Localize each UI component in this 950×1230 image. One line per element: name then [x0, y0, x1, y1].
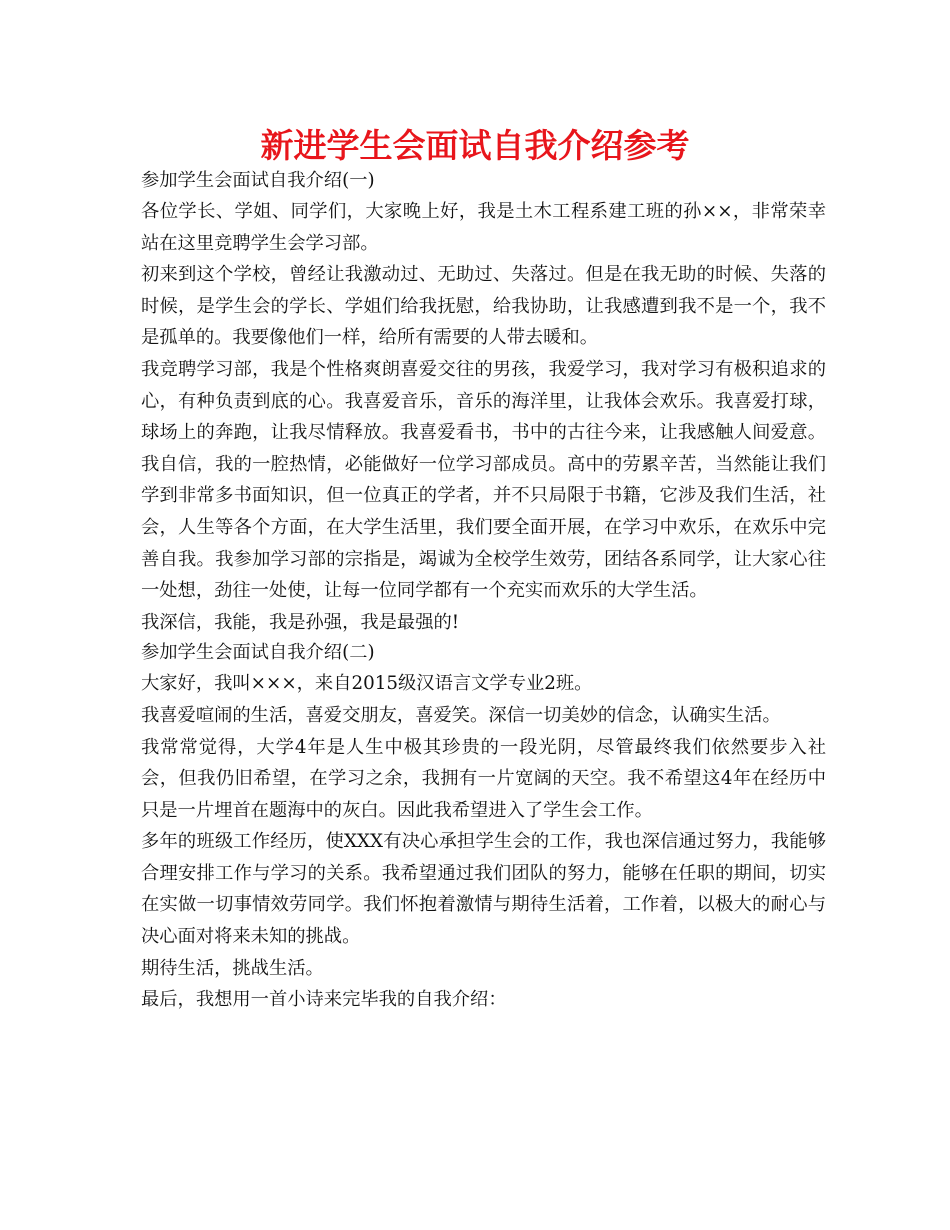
section-heading-1: 参加学生会面试自我介绍(一) — [141, 170, 375, 191]
paragraph: 我深信，我能，我是孙强，我是最强的! — [141, 611, 460, 633]
paragraph: 大家好，我叫×××，来自2015级汉语言文学专业2班。 — [141, 673, 593, 695]
document-body — [141, 166, 826, 1016]
document-title: 新进学生会面试自我介绍参考 — [260, 126, 690, 165]
paragraph: 多年的班级工作经历，使XXX有决心承担学生会的工作，我也深信通过努力，我能够合理安排工作与学习的关系。我希望通过我们团队的努力，能够在任职的期间，切实在实做一切事情效劳同学。我们怀抱着激情与期待生活着，工作着，以极大的耐心与决心面对将来未知的挑战。 — [141, 831, 826, 948]
paragraph: 我竞聘学习部，我是个性格爽朗喜爱交往的男孩，我爱学习，我对学习有极积追求的心，有种负责到底的心。我喜爱音乐，音乐的海洋里，让我体会欢乐。我喜爱打球，球场上的奔跑，让我尽情释放。我喜爱看书，书中的古往今来，让我感触人间爱意。我自信，我的一腔热情，必能做好一位学习部成员。高中的劳累辛苦，当然能让我们学到非常多书面知识，但一位真正的学者，并不只局限于书籍，它涉及我们生活，社会，人生等各个方面，在大学生活里，我们要全面开展，在学习中欢乐，在欢乐中完善自我。我参加学习部的宗指是，竭诚为全校学生效劳，团结各系同学，让大家心往一处想，劲往一处使，让每一位同学都有一个充实而欢乐的大学生活。 — [141, 358, 826, 602]
paragraph: 我常常觉得，大学4年是人生中极其珍贵的一段光阴，尽管最终我们依然要步入社会，但我仍旧希望，在学习之余，我拥有一片宽阔的天空。我不希望这4年在经历中只是一片埋首在题海中的灰白。因此我希望进入了学生会工作。 — [141, 736, 826, 821]
paragraph: 最后，我想用一首小诗来完毕我的自我介绍： — [141, 989, 507, 1011]
paragraph: 各位学长、学姐、同学们，大家晚上好，我是土木工程系建工班的孙××，非常荣幸站在这里竞聘学生会学习部。 — [141, 201, 826, 254]
section-heading-2: 参加学生会面试自我介绍(二) — [141, 642, 375, 664]
paragraph: 期待生活，挑战生活。 — [141, 957, 324, 979]
paragraph: 初来到这个学校，曾经让我激动过、无助过、失落过。但是在我无助的时候、失落的时候，是学生会的学长、学姐们给我抚慰，给我协助，让我感遭到我不是一个，我不是孤单的。我要像他们一样，给所有需要的人带去暖和。 — [141, 264, 826, 349]
paragraph: 我喜爱喧闹的生活，喜爱交朋友，喜爱笑。深信一切美妙的信念，认确实生活。 — [141, 704, 781, 726]
